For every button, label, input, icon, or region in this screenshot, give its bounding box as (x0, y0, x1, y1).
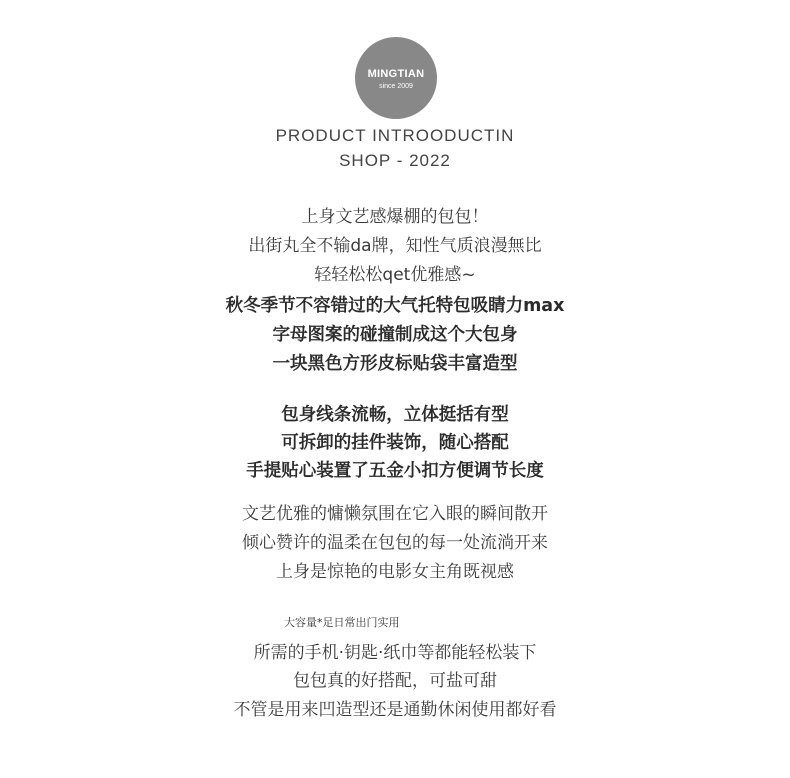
paragraph-1-line-2: 出街丸全不输da牌，知性气质浪漫無比 (248, 236, 542, 256)
paragraph-3-line-3: 手提贴心装置了五金小扣方便调节长度 (246, 461, 544, 481)
paragraph-1-line-3: 轻轻松松qet优雅感~ (314, 265, 476, 285)
paragraph-2-line-2: 字母图案的碰撞制成这个大包身 (272, 325, 518, 345)
paragraph-4-line-3: 上身是惊艳的电影女主角既视感 (276, 562, 514, 582)
paragraph-5-line-3: 不管是用来凹造型还是通勤休闲使用都好看 (233, 700, 557, 720)
paragraph-5-line-2: 包包真的好搭配，可盐可甜 (293, 671, 497, 691)
paragraph-1-line-1: 上身文艺感爆棚的包包！ (301, 207, 489, 227)
paragraph-2-line-3: 一块黑色方形皮标贴袋丰富造型 (272, 354, 518, 374)
paragraph-3-line-2: 可拆卸的挂件装饰，随心搭配 (281, 433, 509, 453)
logo-since-text: since 2009 (379, 83, 413, 90)
logo-brand-text: MINGTIAN (367, 68, 425, 80)
brand-logo (355, 37, 437, 119)
paragraph-2-line-1: 秋冬季节不容错过的大气托特包吸睛力max (225, 296, 565, 316)
paragraph-5-line-1: 所需的手机·钥匙·纸巾等都能轻松装下 (253, 643, 537, 663)
paragraph-4-line-1: 文艺优雅的慵懒氛围在它入眼的瞬间散开 (242, 504, 548, 524)
paragraph-3-line-1: 包身线条流畅，立体挺括有型 (281, 405, 509, 425)
capacity-note: 大容量*足日常出门实用 (284, 616, 400, 629)
header-subtitle: SHOP - 2022 (339, 151, 451, 170)
paragraph-4-line-2: 倾心赞许的温柔在包包的每一处流淌开来 (242, 533, 548, 553)
header-title: PRODUCT INTROODUCTIN (275, 126, 515, 145)
